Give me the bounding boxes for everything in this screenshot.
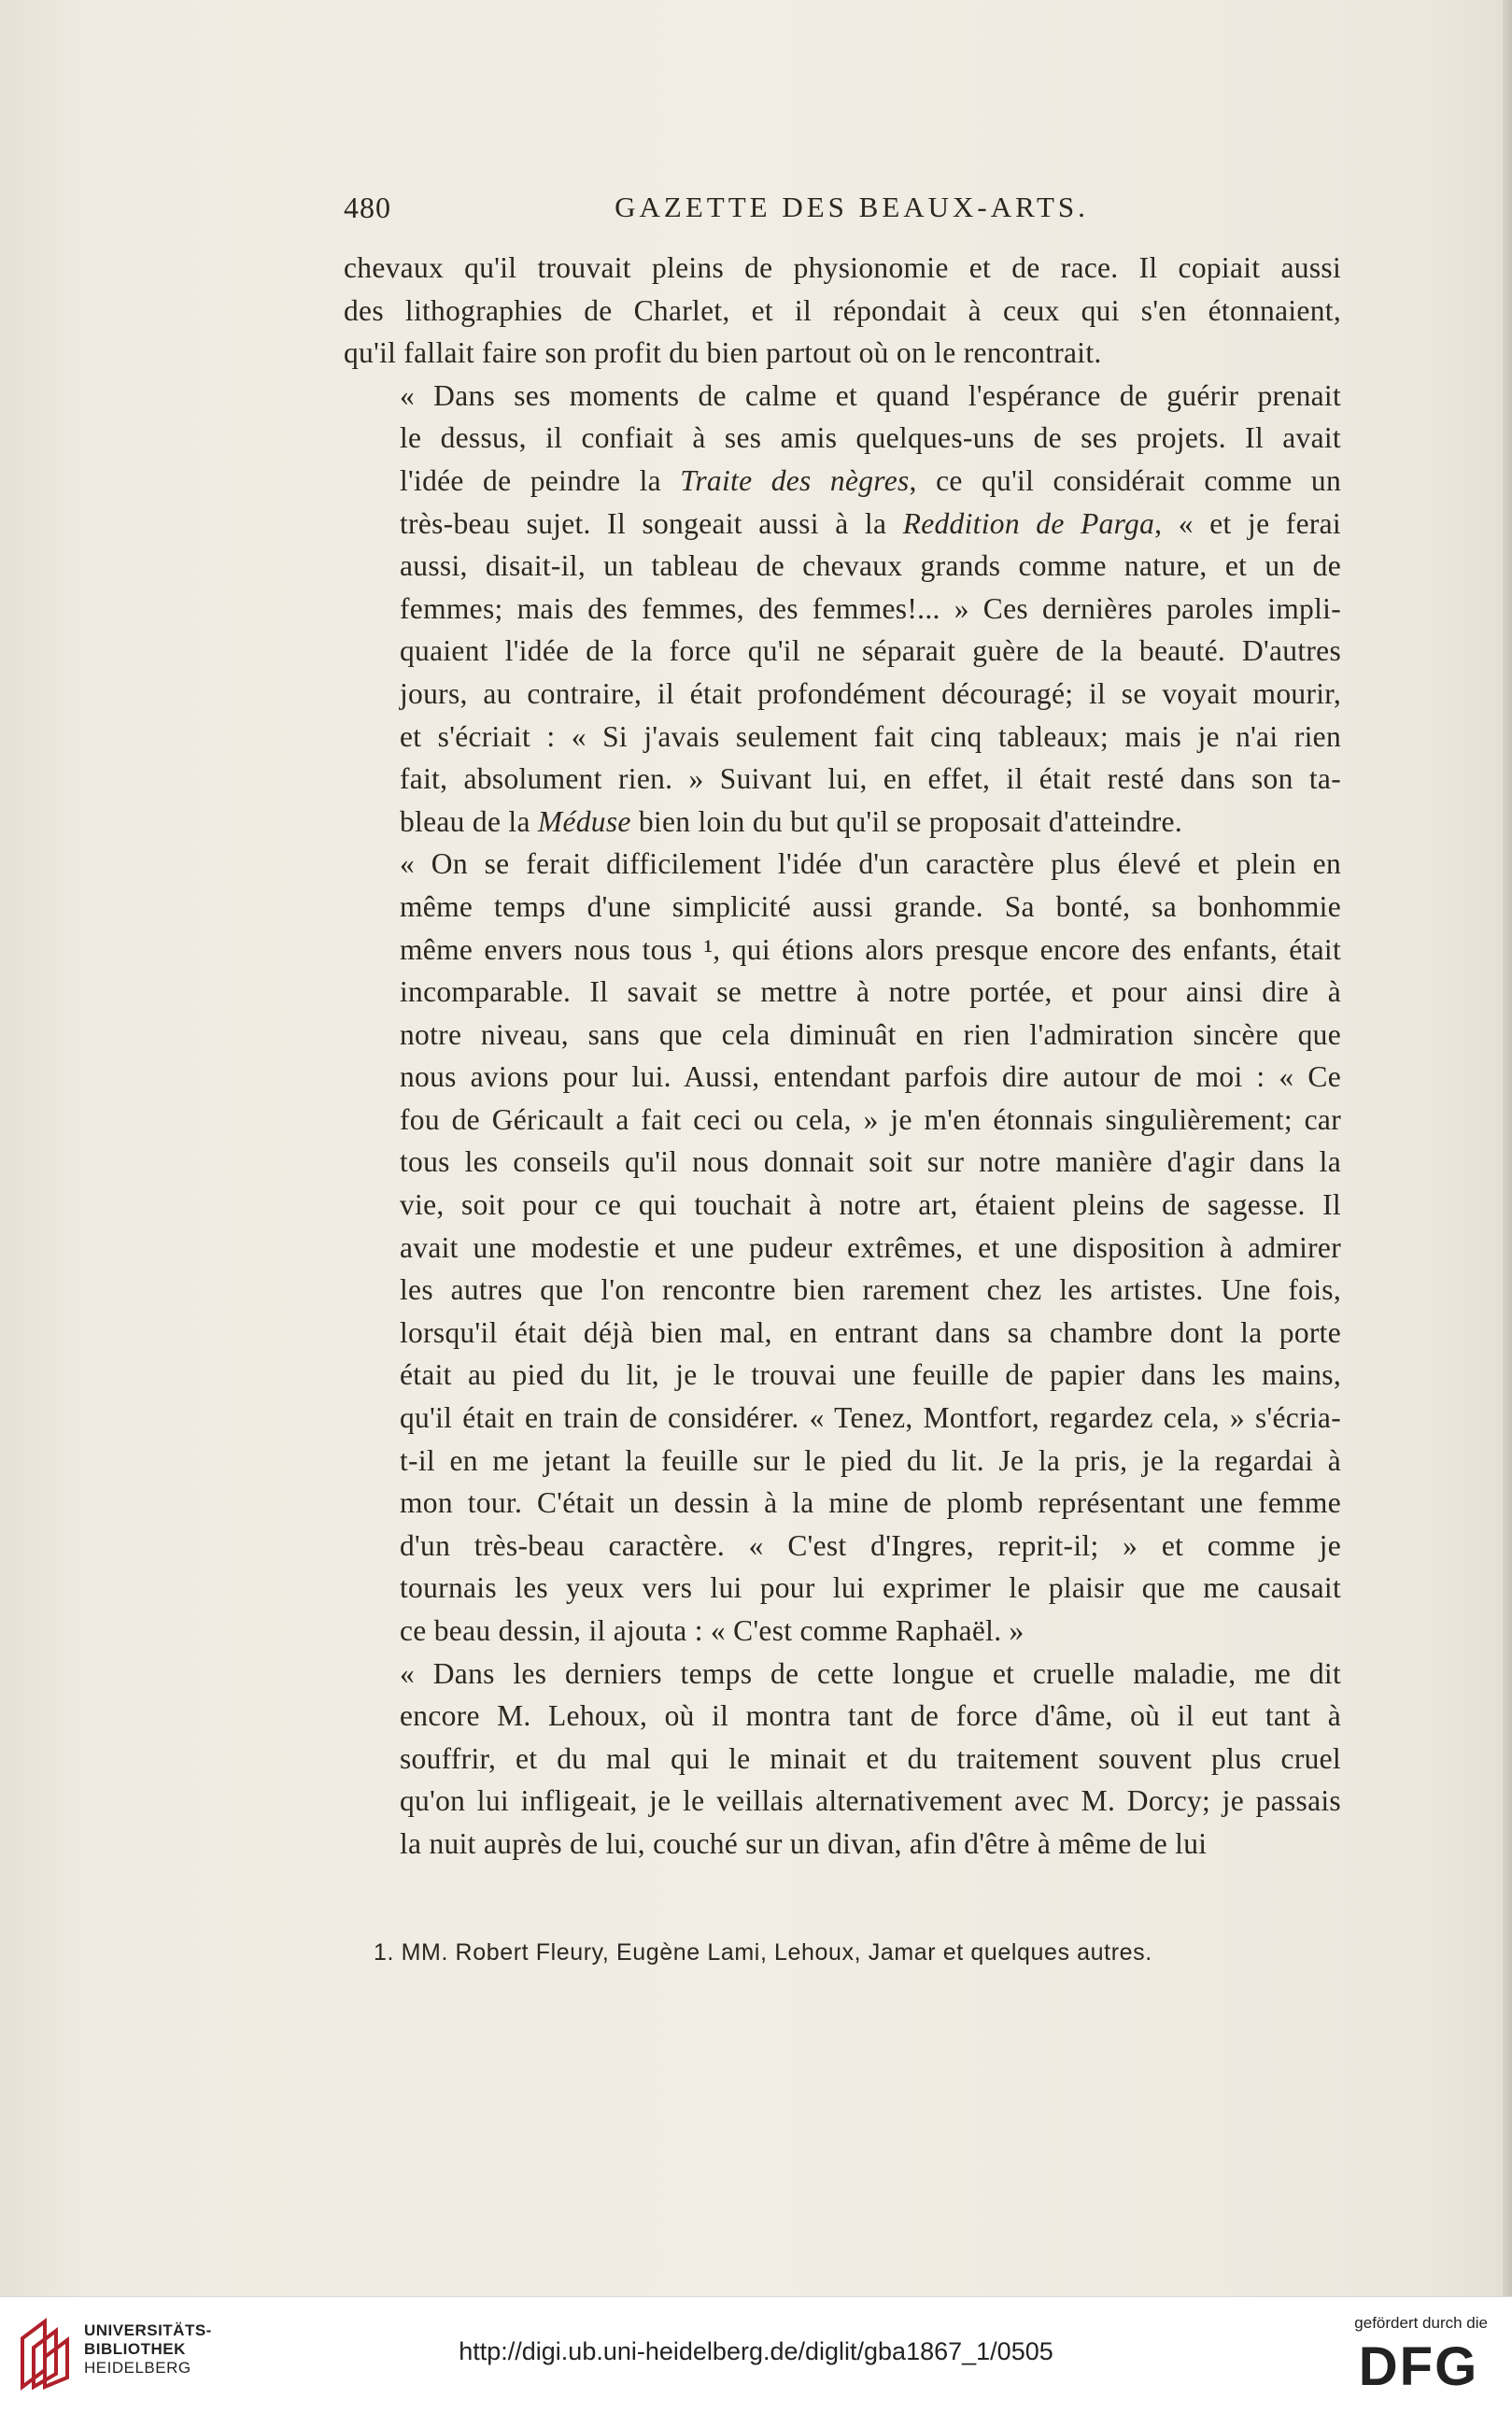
text-line: « Dans les derniers temps de cette longue et cruelle maladie, me dit [400, 1656, 1341, 1690]
text-line: quaient l'idée de la force qu'il ne séparait guère de la beauté. D'autres [400, 634, 1341, 668]
paragraph-1 [344, 247, 1341, 375]
text-line: la nuit auprès de lui, couché sur un divan, afin d'être à même de lui [400, 1826, 1208, 1860]
text-line: ce beau dessin, il ajouta : « C'est comme Raphaël. » [400, 1614, 1024, 1647]
library-name-line: BIBLIOTHEK [84, 2340, 186, 2358]
paragraph-4 [344, 1653, 1341, 1866]
text-line: les autres que l'on rencontre bien rarement chez les artistes. Une fois, [400, 1273, 1341, 1307]
paragraph-2 [344, 375, 1341, 844]
text-line: « On se ferait difficilement l'idée d'un caractère plus élevé et plein en [400, 847, 1341, 881]
text-line: d'un très-beau caractère. « C'est d'Ingres, reprit-il; » et comme je [400, 1528, 1341, 1562]
text-line: incomparable. Il savait se mettre à notre portée, et pour ainsi dire à [400, 975, 1341, 1009]
text-line: t-il en me jetant la feuille sur le pied du lit. Je la pris, je la regardai à [400, 1443, 1341, 1477]
page-number: 480 [344, 191, 391, 224]
text-line: même envers nous tous ¹, qui étions alors presque encore des enfants, était [400, 932, 1341, 966]
text-line: l'idée de peindre la Traite des nègres, ce qu'il considérait comme un [400, 463, 1341, 497]
text-line: notre niveau, sans que cela diminuât en rien l'admiration sincère que [400, 1017, 1341, 1051]
viewer-footer [0, 2296, 1512, 2413]
text-line: tournais les yeux vers lui pour lui exprimer le plaisir que me causait [400, 1571, 1341, 1605]
text-line: encore M. Lehoux, où il montra tant de force d'âme, où il eut tant à [400, 1699, 1341, 1733]
page-edge-shadow [1503, 0, 1512, 2296]
text-line: jours, au contraire, il était profondément découragé; il se voyait mourir, [400, 676, 1341, 710]
text-line: vie, soit pour ce qui touchait à notre art, étaient pleins de sagesse. Il [400, 1188, 1341, 1222]
text-line: nous avions pour lui. Aussi, entendant parfois dire autour de moi : « Ce [400, 1060, 1341, 1094]
text-line: lorsqu'il était déjà bien mal, en entrant dans sa chambre dont la porte [400, 1315, 1341, 1349]
text-line: tous les conseils qu'il nous donnait soit sur notre manière d'agir dans la [400, 1145, 1341, 1179]
text-line: « Dans ses moments de calme et quand l'espérance de guérir prenait [400, 378, 1341, 412]
page-header [344, 191, 1360, 237]
text-line: des lithographies de Charlet, et il répondait à ceux qui s'en étonnaient, [344, 293, 1341, 327]
text-line: qu'il était en train de considérer. « Tenez, Montfort, regardez cela, » s'écria- [400, 1401, 1341, 1435]
text-line: qu'on lui infligeait, je le veillais alternativement avec M. Dorcy; je passais [400, 1784, 1341, 1818]
running-title: GAZETTE DES BEAUX-ARTS. [615, 191, 1089, 223]
text-line: femmes; mais des femmes, des femmes!... » Ces dernières paroles impli- [400, 591, 1341, 625]
text-line: mon tour. C'était un dessin à la mine de plomb représentant une femme [400, 1486, 1341, 1520]
text-line: le dessus, il confiait à ses amis quelques-uns de ses projets. Il avait [400, 421, 1341, 455]
text-line: même temps d'une simplicité aussi grande. Sa bonté, sa bonhommie [400, 889, 1341, 923]
text-line: aussi, disait-il, un tableau de chevaux grands comme nature, et un de [400, 549, 1341, 583]
text-line: était au pied du lit, je le trouvai une feuille de papier dans les mains, [400, 1358, 1341, 1392]
footnote: 1. MM. Robert Fleury, Eugène Lami, Lehoux, Jamar et quelques autres. [374, 1939, 1152, 1966]
sponsor-label: gefördert durch die [1354, 2314, 1488, 2332]
text-line: et s'écriait : « Si j'avais seulement fait cinq tableaux; mais je n'ai rien [400, 719, 1341, 753]
text-line: qu'il fallait faire son profit du bien partout où on le rencontrait. [344, 336, 1102, 370]
text-line: très-beau sujet. Il songeait aussi à la Reddition de Parga, « et je ferai [400, 506, 1341, 540]
dfg-logo-text: DFG [1358, 2336, 1479, 2392]
text-line: fou de Géricault a fait ceci ou cela, » je m'en étonnais singulièrement; car [400, 1102, 1341, 1136]
paragraph-3 [344, 843, 1341, 1652]
body-text [344, 247, 1341, 1866]
text-line: bleau de la Méduse bien loin du but qu'il se proposait d'atteindre. [400, 804, 1182, 838]
text-line: avait une modestie et une pudeur extrêmes, et une disposition à admirer [400, 1230, 1341, 1264]
text-line: chevaux qu'il trouvait pleins de physionomie et de race. Il copiait aussi [344, 251, 1341, 284]
library-name-line: HEIDELBERG [84, 2359, 191, 2377]
dfg-logo-icon [1344, 2336, 1493, 2392]
text-line: souffrir, et du mal qui le minait et du traitement souvent plus cruel [400, 1741, 1341, 1775]
text-line: fait, absolument rien. » Suivant lui, en effet, il était resté dans son ta- [400, 762, 1341, 796]
permalink-url[interactable]: http://digi.ub.uni-heidelberg.de/diglit/gba1867_1/0505 [459, 2337, 1053, 2365]
library-name-line: UNIVERSITÄTS- [84, 2321, 212, 2339]
